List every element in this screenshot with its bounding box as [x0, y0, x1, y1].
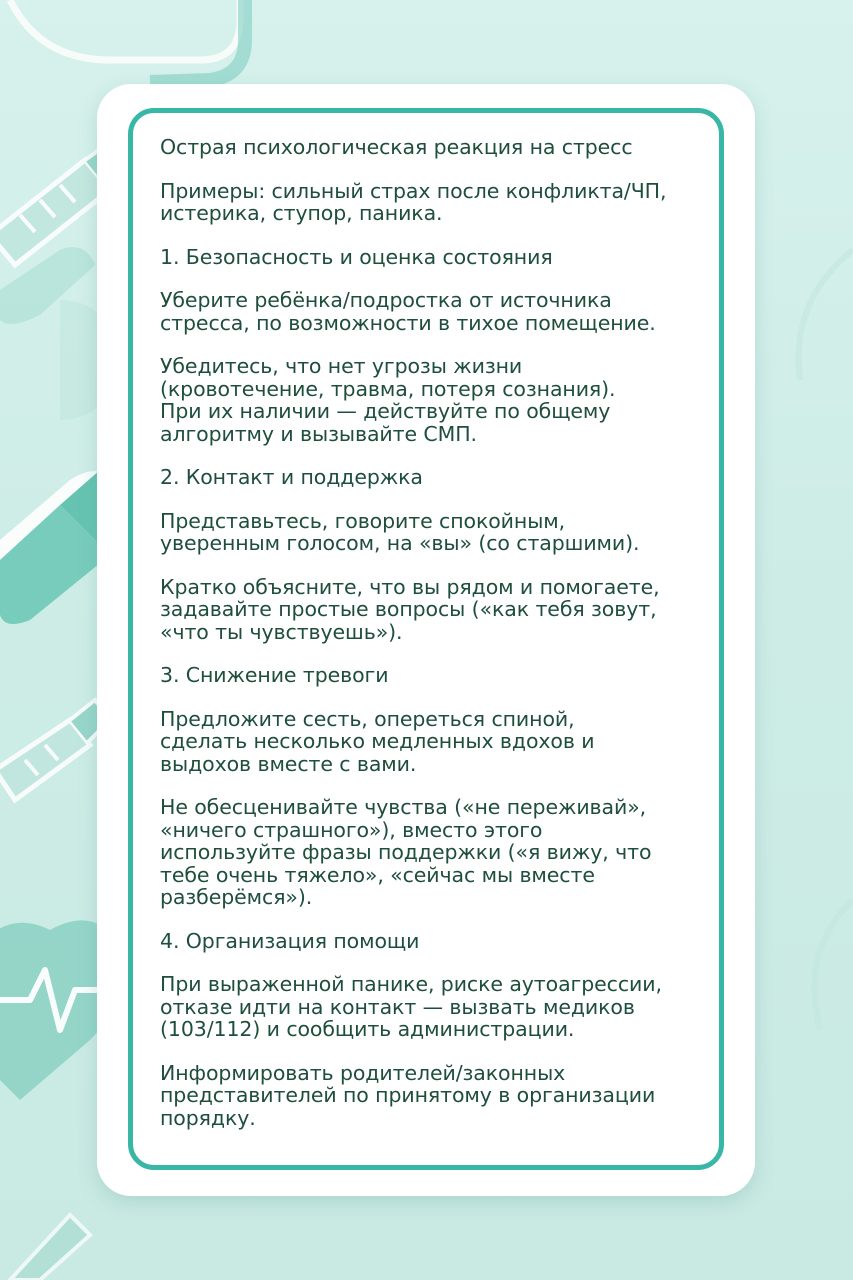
section-3-paragraph-1: Предложите сесть, опереться спиной, сделать несколько медленных вдохов и выдохов вместе с вами.	[160, 706, 595, 776]
section-1-paragraph-2: Убедитесь, что нет угрозы жизни (кровотечение, травма, потеря сознания). При их наличии — действуйте по общему алгоритму и вызывайте СМП.	[160, 354, 616, 446]
section-4-heading: 4. Организация помощи	[160, 928, 420, 953]
section-1-paragraph-1: Уберите ребёнка/подростка от источника стресса, по возможности в тихое помещение.	[160, 288, 656, 335]
section-1-heading: 1. Безопасность и оценка состояния	[160, 244, 553, 269]
section-2-heading: 2. Контакт и поддержка	[160, 465, 423, 489]
section-4-paragraph-1: При выраженной панике, риске аутоагрессии, отказе идти на контакт — вызвать медиков (103/112) и сообщить администрации.	[160, 972, 662, 1041]
intro-paragraph: Примеры: сильный страх после конфликта/ЧП, истерика, ступор, паника.	[160, 178, 667, 225]
syringe-icon	[0, 700, 110, 800]
section-4-paragraph-2: Информировать родителей/законных представителей по принятому в организации порядку.	[160, 1060, 656, 1130]
syringe-icon	[10, 1215, 90, 1280]
section-2-paragraph-2: Кратко объясните, что вы рядом и помогаете, задавайте простые вопросы («как тебя зовут, «что ты чувствуешь»).	[160, 574, 660, 644]
stethoscope-icon	[10, 0, 240, 60]
document-title: Острая психологическая реакция на стресс	[160, 135, 633, 159]
section-3-heading: 3. Снижение тревоги	[160, 663, 389, 687]
document-content	[160, 136, 705, 1150]
section-2-paragraph-1: Представьтесь, говорите спокойным, уверенным голосом, на «вы» (со старшими).	[160, 508, 640, 555]
section-3-paragraph-2: Не обесценивайте чувства («не переживай», «ничего страшного»), вместо этого используйте фразы поддержки («я вижу, что тебе очень тяжело», «сейчас мы вместе разберёмся»).	[160, 795, 652, 909]
